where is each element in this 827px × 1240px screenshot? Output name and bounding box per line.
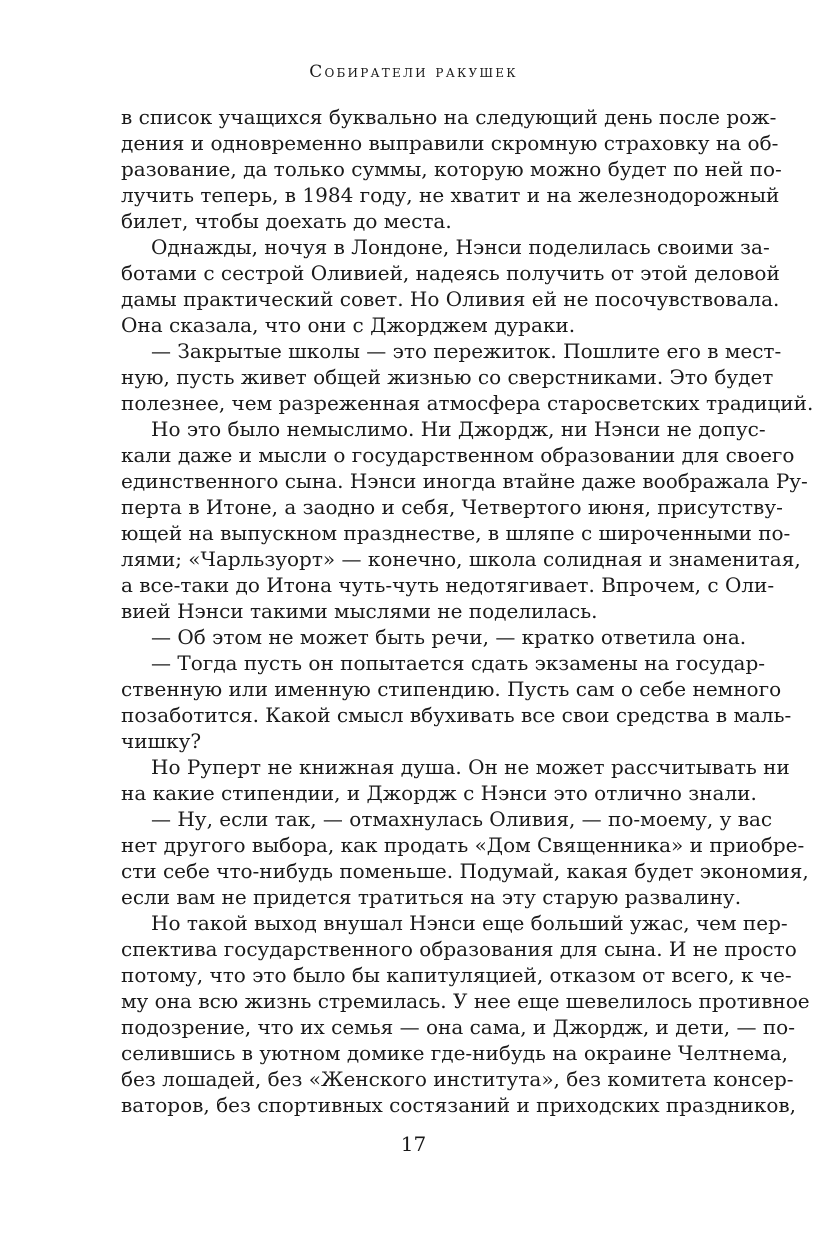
text-line: Она сказала, что они с Джорджем дураки. (121, 313, 576, 337)
text-line: если вам не придется тратиться на эту старую развалину. (121, 885, 742, 909)
text-line: потому, что это было бы капитуляцией, отказом от всего, к че- (121, 963, 792, 987)
text-line: Но это было немыслимо. Ни Джордж, ни Нэнси не допус- (151, 417, 766, 441)
text-line: билет, чтобы доехать до места. (121, 209, 452, 233)
text-line: вией Нэнси такими мыслями не поделилась. (121, 599, 598, 623)
text-line: разование, да только суммы, которую можно будет по ней по- (121, 157, 782, 181)
text-line: спектива государственного образования для сына. И не просто (121, 937, 797, 961)
text-line: перта в Итоне, а заодно и себя, Четвертого июня, присутству- (121, 495, 783, 519)
text-line: лями; «Чарльзуорт» — конечно, школа солидная и знаменитая, (121, 547, 801, 571)
text-line: а все-таки до Итона чуть-чуть недотягивает. Впрочем, с Оли- (121, 573, 775, 597)
text-line: Но Руперт не книжная душа. Он не может рассчитывать ни (151, 755, 790, 779)
text-line: без лошадей, без «Женского института», без комитета консер- (121, 1067, 794, 1091)
text-line: дения и одновременно выправили скромную страховку на об- (121, 131, 779, 155)
text-line: нет другого выбора, как продать «Дом Священника» и приобре- (121, 833, 805, 857)
text-line: лучить теперь, в 1984 году, не хватит и на железнодорожный (121, 183, 780, 207)
text-line: кали даже и мысли о государственном образовании для своего (121, 443, 795, 467)
text-line: сти себе что-нибудь поменьше. Подумай, какая будет экономия, (121, 859, 809, 883)
text-line: единственного сына. Нэнси иногда втайне даже воображала Ру- (121, 469, 808, 493)
text-line: Но такой выход внушал Нэнси еще больший ужас, чем пер- (151, 911, 788, 935)
text-line: — Тогда пусть он попытается сдать экзамены на государ- (151, 651, 766, 675)
text-line: ную, пусть живет общей жизнью со сверстниками. Это будет (121, 365, 774, 389)
text-line: — Ну, если так, — отмахнулась Оливия, — по-моему, у вас (151, 807, 773, 831)
text-line: — Об этом не может быть речи, — кратко ответила она. (151, 625, 747, 649)
text-line: — Закрытые школы — это пережиток. Пошлите его в мест- (151, 339, 782, 363)
text-line: на какие стипендии, и Джордж с Нэнси это отлично знали. (121, 781, 757, 805)
text-line: му она всю жизнь стремилась. У нее еще шевелилось противное (121, 989, 810, 1013)
text-line: чишку? (121, 729, 202, 753)
text-line: Однажды, ночуя в Лондоне, Нэнси поделилась своими за- (151, 235, 770, 259)
text-line: в список учащихся буквально на следующий день после рож- (121, 105, 777, 129)
text-line: ющей на выпускном празднестве, в шляпе с широченными по- (121, 521, 791, 545)
page-number: 17 (400, 1132, 427, 1156)
text-line: селившись в уютном домике где-нибудь на окраине Челтнема, (121, 1041, 789, 1065)
text-line: ственную или именную стипендию. Пусть сам о себе немного (121, 677, 782, 701)
text-line: ботами с сестрой Оливией, надеясь получить от этой деловой (121, 261, 780, 285)
text-line: полезнее, чем разреженная атмосфера старосветских традиций. (121, 391, 814, 415)
text-line: ваторов, без спортивных состязаний и приходских праздников, (121, 1093, 797, 1117)
text-line: дамы практический совет. Но Оливия ей не посочувствовала. (121, 287, 780, 311)
running-head: Собиратели ракушек (309, 62, 518, 82)
body-text (121, 104, 814, 1118)
text-line: подозрение, что их семья — она сама, и Джордж, и дети, — по- (121, 1015, 795, 1039)
text-line: позаботится. Какой смысл вбухивать все свои средства в маль- (121, 703, 792, 727)
